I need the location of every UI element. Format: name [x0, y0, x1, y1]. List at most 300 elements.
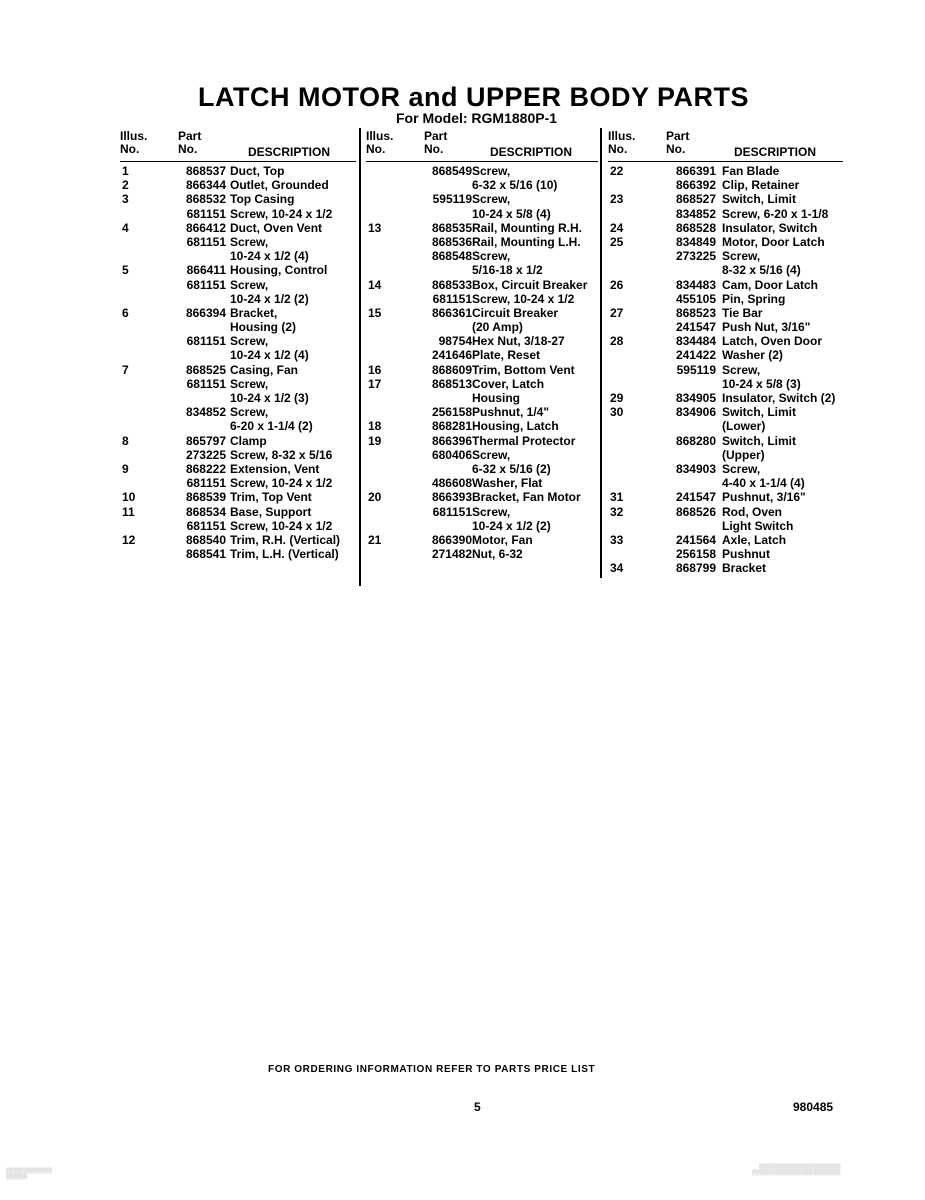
part-number: 486608 [431, 476, 472, 491]
header-illus: Illus. [366, 129, 394, 143]
parts-row [120, 249, 356, 263]
parts-row [608, 207, 843, 221]
header-description: DESCRIPTION [490, 145, 573, 159]
illus-number: 31 [610, 490, 624, 505]
parts-row [608, 348, 843, 362]
scan-smallprint-right: ░░░░░░░░░░░░░░░░░░░░░░░ ░░░░░░░░░░░░░░░░░░░░░░░░░ [752, 1164, 841, 1176]
illus-number: 20 [368, 490, 382, 505]
part-description: 6-20 x 1-1/4 (2) [230, 419, 313, 434]
parts-row [608, 221, 843, 235]
header-part-no: No. [178, 142, 198, 156]
parts-row [366, 547, 598, 561]
part-description: Plate, Reset [472, 348, 541, 363]
parts-row [120, 533, 356, 547]
header-part: Part [666, 129, 690, 143]
parts-row [120, 519, 356, 533]
part-number: 868549 [431, 164, 472, 178]
parts-row [608, 490, 843, 504]
part-description: Bracket [722, 561, 767, 576]
parts-row [120, 434, 356, 448]
part-number: 866361 [431, 305, 472, 320]
parts-row [120, 263, 356, 277]
parts-row [366, 249, 598, 263]
part-number: 868526 [675, 504, 716, 519]
part-number: 868799 [675, 561, 716, 576]
part-number: 681151 [186, 376, 226, 391]
part-description: Screw, [722, 249, 761, 264]
part-number: 455105 [675, 291, 716, 306]
parts-row [366, 448, 598, 462]
parts-row [366, 462, 598, 476]
part-number: 256158 [431, 405, 472, 420]
part-number: 681151 [186, 334, 226, 349]
part-description: Cover, Latch [472, 376, 545, 391]
part-number: 241547 [675, 320, 716, 335]
parts-row [120, 391, 356, 405]
part-number: 868535 [431, 220, 472, 235]
column-header [608, 130, 843, 164]
parts-row [608, 476, 843, 490]
parts-column-1 [120, 130, 356, 561]
part-number: 866412 [185, 220, 226, 235]
parts-row [366, 278, 598, 292]
part-description: Trim, Top Vent [230, 490, 312, 505]
part-number: 866411 [186, 263, 226, 278]
part-number: 868533 [431, 277, 472, 292]
part-number: 868609 [431, 362, 472, 377]
parts-row [608, 292, 843, 306]
part-number: 868536 [431, 234, 472, 249]
parts-row [608, 235, 843, 249]
part-description: 10-24 x 1/2 (2) [472, 518, 551, 533]
part-description: Casing, Fan [230, 362, 299, 377]
parts-row [366, 419, 598, 433]
illus-number: 28 [610, 334, 624, 349]
parts-row [120, 235, 356, 249]
part-number: 866394 [185, 305, 226, 320]
illus-number: 5 [122, 263, 129, 278]
part-description: Screw, 10-24 x 1/2 [230, 518, 333, 533]
part-number: 868513 [431, 376, 472, 391]
illus-number: 33 [610, 532, 624, 547]
parts-row [366, 192, 598, 206]
part-number: 681151 [186, 518, 226, 533]
part-description: 10-24 x 5/8 (3) [722, 376, 801, 391]
parts-row [608, 419, 843, 433]
header-rule [608, 161, 843, 162]
header-description: DESCRIPTION [734, 145, 817, 159]
header-illus: Illus. [120, 129, 148, 143]
parts-row [120, 405, 356, 419]
parts-row [120, 547, 356, 561]
part-description: Switch, Limit [722, 192, 797, 207]
part-number: 868280 [675, 433, 716, 448]
part-number: 866344 [185, 178, 226, 193]
part-description: Push Nut, 3/16" [722, 320, 811, 335]
part-number: 868539 [185, 490, 226, 505]
scan-smallprint-left: ░░░░░░░░░░░░░ ░░░░░░ [6, 1168, 53, 1180]
part-description: Screw, [722, 461, 761, 476]
illus-number: 32 [610, 504, 624, 519]
parts-row [366, 377, 598, 391]
parts-row [366, 292, 598, 306]
part-description: 10-24 x 1/2 (4) [230, 348, 309, 363]
part-description: Hex Nut, 3/18-27 [472, 334, 565, 349]
illus-number: 15 [368, 305, 382, 320]
part-number: 834903 [675, 461, 716, 476]
parts-row [608, 363, 843, 377]
part-number: 273225 [185, 447, 226, 462]
parts-row [608, 547, 843, 561]
part-number: 681151 [432, 291, 472, 306]
parts-row [120, 505, 356, 519]
parts-row [120, 377, 356, 391]
parts-row [366, 391, 598, 405]
part-description: Extension, Vent [230, 461, 320, 476]
part-description: Motor, Door Latch [722, 234, 825, 249]
part-description: 8-32 x 5/16 (4) [722, 263, 801, 278]
parts-row [366, 490, 598, 504]
parts-row [366, 434, 598, 448]
parts-rows [120, 164, 356, 561]
parts-row [366, 164, 598, 178]
part-description: 6-32 x 5/16 (2) [472, 461, 551, 476]
part-number: 595119 [676, 362, 716, 377]
part-number: 595119 [432, 192, 472, 207]
part-number: 256158 [675, 547, 716, 562]
part-description: Pushnut, 3/16" [722, 490, 806, 505]
part-number: 681151 [186, 234, 226, 249]
part-number: 241422 [675, 348, 716, 363]
part-number: 271482 [431, 547, 472, 562]
parts-row [120, 490, 356, 504]
part-number: 241564 [675, 532, 716, 547]
part-number: 868527 [675, 192, 716, 207]
illus-number: 16 [368, 362, 382, 377]
part-description: Pushnut [722, 547, 770, 562]
part-number: 834483 [675, 277, 716, 292]
parts-row [608, 519, 843, 533]
part-description: Housing, Latch [472, 419, 559, 434]
illus-number: 8 [122, 433, 129, 448]
part-number: 868537 [185, 164, 226, 178]
part-description: Washer (2) [722, 348, 783, 363]
part-description: Axle, Latch [722, 532, 787, 547]
part-description: 10-24 x 1/2 (3) [230, 391, 309, 405]
part-description: Cam, Door Latch [722, 277, 819, 292]
parts-row [120, 207, 356, 221]
part-number: 241646 [431, 348, 472, 363]
column-header [120, 130, 356, 164]
parts-row [366, 178, 598, 192]
parts-row [366, 235, 598, 249]
illus-number: 23 [610, 192, 624, 207]
parts-row [366, 505, 598, 519]
part-description: Light Switch [722, 518, 794, 533]
part-description: Washer, Flat [472, 476, 543, 491]
part-description: Motor, Fan [472, 532, 533, 547]
part-description: Screw, 10-24 x 1/2 [230, 206, 333, 221]
part-number: 680406 [431, 447, 472, 462]
part-description: Switch, Limit [722, 405, 797, 420]
part-number: 834905 [675, 391, 716, 405]
illus-number: 17 [368, 376, 382, 391]
part-description: Pushnut, 1/4" [472, 405, 550, 420]
part-description: Fan Blade [722, 164, 780, 178]
parts-row [366, 221, 598, 235]
illus-number: 22 [610, 164, 624, 178]
parts-row [608, 462, 843, 476]
part-description: Screw, 10-24 x 1/2 [472, 291, 575, 306]
parts-row [608, 334, 843, 348]
part-number: 868540 [185, 532, 226, 547]
part-number: 834852 [185, 405, 226, 420]
part-number: 866393 [431, 490, 472, 505]
part-description: 10-24 x 1/2 (2) [230, 291, 309, 306]
parts-row [366, 207, 598, 221]
part-description: Circuit Breaker [472, 305, 559, 320]
ordering-note: FOR ORDERING INFORMATION REFER TO PARTS PRICE LIST [268, 1064, 596, 1075]
header-part: Part [178, 129, 202, 143]
parts-row [366, 320, 598, 334]
part-number: 241547 [675, 490, 716, 505]
part-description: Thermal Protector [472, 433, 576, 448]
part-number: 681151 [432, 504, 472, 519]
parts-row [120, 306, 356, 320]
parts-row [608, 377, 843, 391]
illus-number: 4 [122, 220, 129, 235]
part-description: Housing, Control [230, 263, 328, 278]
column-divider [600, 128, 602, 578]
part-description: Screw, [230, 405, 269, 420]
parts-row [608, 320, 843, 334]
illus-number: 19 [368, 433, 382, 448]
part-description: Bracket, Fan Motor [472, 490, 581, 505]
parts-row [608, 164, 843, 178]
header-part: Part [424, 129, 448, 143]
part-description: Housing [472, 391, 520, 405]
part-description: Housing (2) [230, 320, 296, 335]
parts-row [608, 434, 843, 448]
illus-number: 24 [610, 220, 624, 235]
part-number: 868281 [431, 419, 472, 434]
part-description: Duct, Oven Vent [230, 220, 323, 235]
header-part-no: No. [424, 142, 444, 156]
illus-number: 7 [122, 362, 129, 377]
part-number: 868541 [185, 547, 226, 562]
illus-number: 18 [368, 419, 382, 434]
part-number: 866390 [431, 532, 472, 547]
part-number: 865797 [185, 433, 226, 448]
parts-row [366, 348, 598, 362]
illus-number: 30 [610, 405, 624, 420]
parts-row [120, 334, 356, 348]
part-description: Screw, [472, 504, 511, 519]
illus-number: 11 [122, 504, 135, 519]
parts-row [608, 561, 843, 575]
part-number: 681151 [186, 476, 226, 491]
part-number: 868523 [675, 305, 716, 320]
part-description: 4-40 x 1-1/4 (4) [722, 476, 805, 491]
part-description: Screw, [230, 277, 269, 292]
illus-number: 13 [368, 220, 382, 235]
part-description: Screw, [472, 249, 511, 264]
page-title: LATCH MOTOR and UPPER BODY PARTS [198, 82, 750, 112]
parts-row [366, 334, 598, 348]
part-description: Insulator, Switch [722, 220, 818, 235]
illus-number: 14 [368, 277, 382, 292]
part-description: Tie Bar [722, 305, 763, 320]
illus-number: 27 [610, 305, 624, 320]
parts-row [366, 363, 598, 377]
parts-column-2 [366, 130, 598, 561]
page-number: 5 [474, 1100, 481, 1114]
parts-row [608, 263, 843, 277]
part-description: Outlet, Grounded [230, 178, 329, 193]
parts-row [608, 405, 843, 419]
part-number: 834906 [675, 405, 716, 420]
part-description: Screw, 6-20 x 1-1/8 [722, 206, 829, 221]
header-description: DESCRIPTION [248, 145, 331, 159]
parts-row [366, 533, 598, 547]
parts-row [608, 505, 843, 519]
header-illus-no: No. [366, 142, 386, 156]
column-header [366, 130, 598, 164]
parts-row [120, 192, 356, 206]
part-description: Trim, R.H. (Vertical) [230, 532, 341, 547]
part-description: Top Casing [230, 192, 295, 207]
part-description: Screw, [472, 447, 511, 462]
illus-number: 12 [122, 532, 136, 547]
part-number: 866391 [675, 164, 716, 178]
parts-row [366, 476, 598, 490]
part-description: 10-24 x 5/8 (4) [472, 206, 551, 221]
part-number: 868222 [185, 461, 226, 476]
parts-rows [608, 164, 843, 575]
part-description: Rail, Mounting L.H. [472, 234, 581, 249]
part-description: Pin, Spring [722, 291, 786, 306]
part-number: 681151 [186, 206, 226, 221]
illus-number: 6 [122, 305, 129, 320]
document-number: 980485 [793, 1100, 834, 1114]
part-description: Insulator, Switch (2) [722, 391, 836, 405]
part-number: 866396 [431, 433, 472, 448]
part-description: Base, Support [230, 504, 312, 519]
parts-row [608, 249, 843, 263]
illus-number: 26 [610, 277, 624, 292]
part-description: Screw, [472, 192, 511, 207]
part-number: 866392 [675, 178, 716, 193]
part-description: Nut, 6-32 [472, 547, 523, 562]
parts-row [120, 348, 356, 362]
header-illus-no: No. [608, 142, 628, 156]
part-description: 6-32 x 5/16 (10) [472, 178, 558, 193]
part-number: 834849 [675, 234, 716, 249]
header-rule [120, 161, 356, 162]
parts-rows [366, 164, 598, 561]
parts-row [120, 476, 356, 490]
part-number: 98754 [438, 334, 472, 349]
part-description: Switch, Limit [722, 433, 797, 448]
part-number: 681151 [186, 277, 226, 292]
parts-row [120, 363, 356, 377]
parts-row [366, 519, 598, 533]
part-description: Bracket, [230, 305, 278, 320]
part-description: Screw, [230, 334, 269, 349]
parts-row [608, 448, 843, 462]
part-description: Clip, Retainer [722, 178, 800, 193]
part-number: 868548 [431, 249, 472, 264]
parts-row [120, 448, 356, 462]
parts-row [120, 221, 356, 235]
parts-row [608, 192, 843, 206]
parts-row [120, 292, 356, 306]
part-description: Clamp [230, 433, 267, 448]
part-description: Screw, 8-32 x 5/16 [230, 447, 333, 462]
parts-row [608, 178, 843, 192]
illus-number: 21 [368, 532, 382, 547]
illus-number: 2 [122, 178, 129, 193]
part-description: Trim, L.H. (Vertical) [230, 547, 339, 562]
part-description: Screw, [230, 234, 269, 249]
illus-number: 25 [610, 234, 624, 249]
header-illus-no: No. [120, 142, 140, 156]
part-description: 10-24 x 1/2 (4) [230, 249, 309, 264]
parts-row [120, 320, 356, 334]
part-number: 273225 [675, 249, 716, 264]
part-number: 868528 [675, 220, 716, 235]
parts-row [366, 263, 598, 277]
parts-row [120, 419, 356, 433]
parts-row [608, 391, 843, 405]
parts-row [120, 462, 356, 476]
part-description: (20 Amp) [472, 320, 523, 335]
parts-row [366, 405, 598, 419]
part-description: Screw, [230, 376, 269, 391]
header-part-no: No. [666, 142, 686, 156]
part-description: Rod, Oven [722, 504, 783, 519]
column-divider [359, 128, 361, 586]
parts-row [120, 278, 356, 292]
parts-column-3 [608, 130, 843, 575]
illus-number: 10 [122, 490, 136, 505]
part-number: 834484 [675, 334, 716, 349]
part-description: Trim, Bottom Vent [472, 362, 575, 377]
illus-number: 1 [122, 164, 129, 178]
illus-number: 29 [610, 391, 624, 405]
part-description: 5/16-18 x 1/2 [472, 263, 543, 278]
part-description: Screw, [472, 164, 511, 178]
model-subtitle: For Model: RGM1880P-1 [396, 110, 558, 126]
part-number: 868534 [185, 504, 226, 519]
part-description: Box, Circuit Breaker [472, 277, 588, 292]
part-description: Duct, Top [230, 164, 285, 178]
parts-row [120, 164, 356, 178]
parts-row [608, 533, 843, 547]
parts-row [608, 306, 843, 320]
part-description: (Upper) [722, 447, 765, 462]
part-number: 868532 [185, 192, 226, 207]
parts-row [608, 278, 843, 292]
illus-number: 34 [610, 561, 624, 576]
part-description: (Lower) [722, 419, 766, 434]
header-rule [366, 161, 598, 162]
part-description: Screw, [722, 362, 761, 377]
illus-number: 3 [122, 192, 129, 207]
illus-number: 9 [122, 461, 129, 476]
parts-row [366, 306, 598, 320]
part-description: Latch, Oven Door [722, 334, 823, 349]
